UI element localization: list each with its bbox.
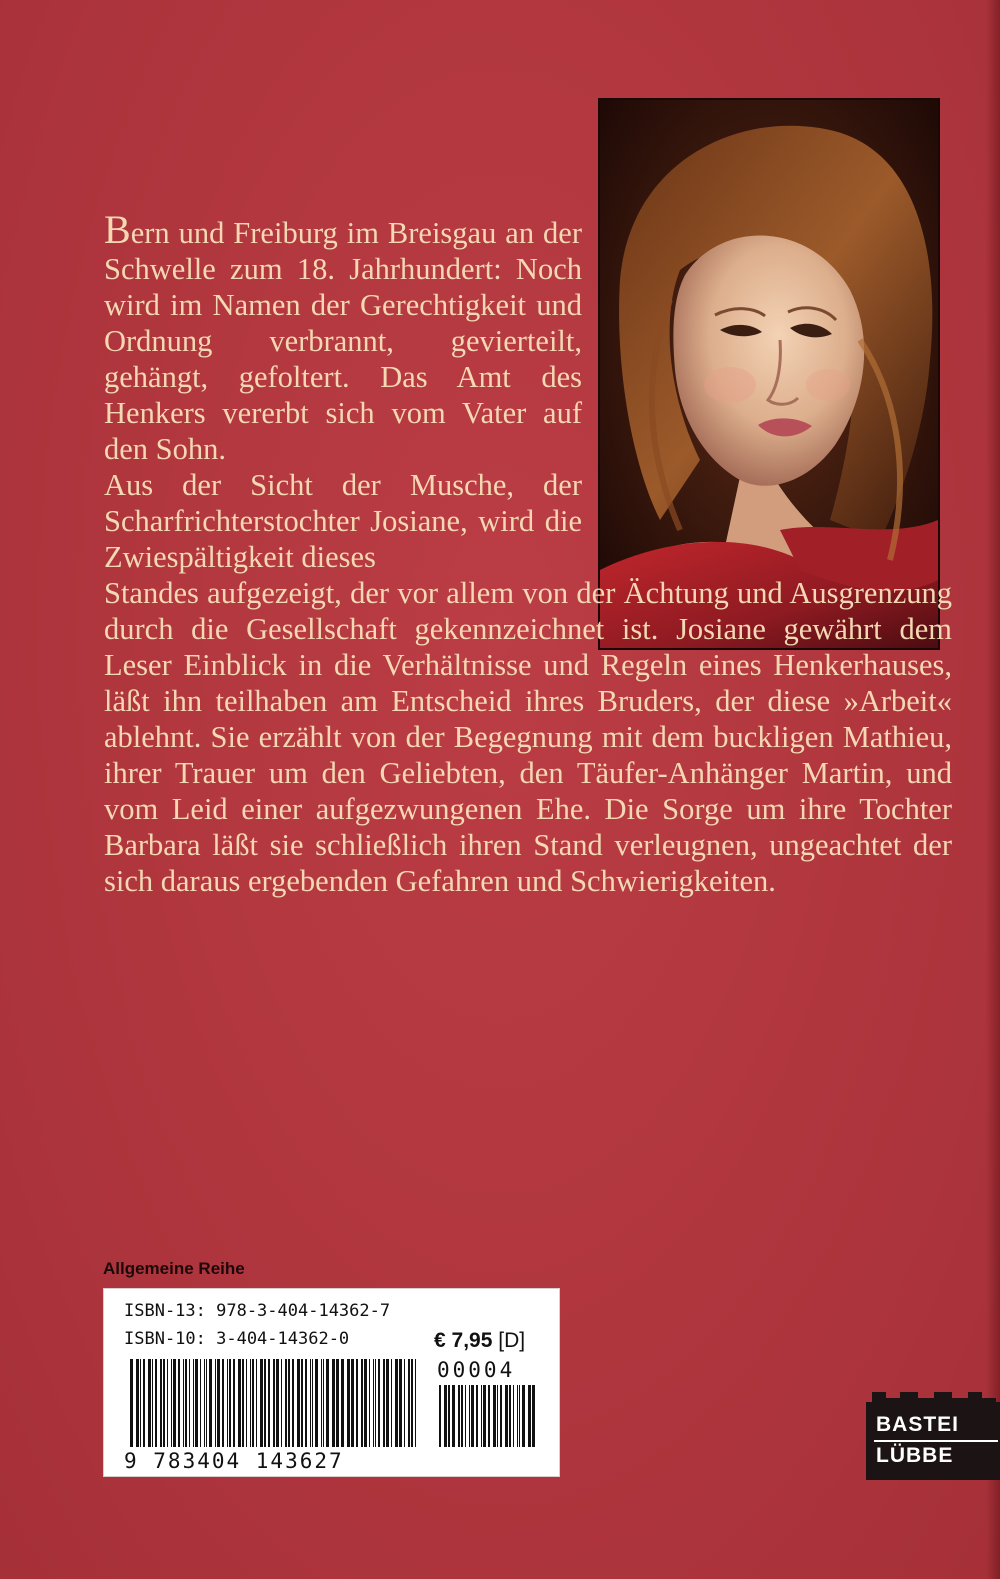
barcode-bar	[200, 1359, 201, 1447]
price-region: [D]	[498, 1329, 526, 1352]
barcode-bar	[408, 1359, 410, 1447]
barcode-bar	[193, 1359, 194, 1447]
barcode-bar	[130, 1359, 133, 1447]
barcode-bar	[469, 1385, 470, 1447]
barcode-bar	[395, 1359, 398, 1447]
barcode-bar	[276, 1359, 279, 1447]
blurb-text	[104, 207, 952, 899]
barcode-bar	[281, 1359, 282, 1447]
barcode-bar	[458, 1385, 460, 1447]
barcode-bar	[439, 1385, 441, 1447]
barcode-bar	[260, 1359, 263, 1447]
barcode-bar	[522, 1385, 525, 1447]
series-label: Allgemeine Reihe	[103, 1259, 245, 1278]
barcode-bar	[305, 1359, 307, 1447]
barcode-bar	[383, 1359, 385, 1447]
barcode-bar	[465, 1385, 466, 1447]
barcode-bar	[310, 1359, 311, 1447]
barcode-bar	[288, 1359, 290, 1447]
barcode-bar	[373, 1359, 374, 1447]
barcode-bar	[167, 1359, 168, 1447]
barcode-bar	[321, 1359, 322, 1447]
barcode-bar	[209, 1359, 212, 1447]
barcode-bar	[532, 1385, 535, 1447]
barcode-bar	[375, 1359, 376, 1447]
barcode-bar	[461, 1385, 463, 1447]
publisher-logo	[866, 1402, 1000, 1480]
blurb-paragraph-1-text: ern und Freiburg im Breisgau an der Schwelle zum 18. Jahrhundert: Noch wird im Namen der Gerechtigkeit und Ordnung verbrannt, gevierteilt, gehängt, gefoltert. Das Amt des Henkers vererbt sich vom Vater auf den Sohn.	[104, 216, 582, 466]
barcode-bar	[500, 1385, 502, 1447]
blurb-paragraph-2-full: Standes aufgezeigt, der vor allem von der Ächtung und Ausgrenzung durch die Gesellschaft gekennzeichnet ist. Josiane gewährt dem Leser Einblick in die Verhältnisse und Regeln eines Henkerhauses, läßt ihn teilhaben am Entscheid ihres Bruders, der diese »Arbeit« ablehnt. Sie erzählt von der Begegnung mit dem buckligen Mathieu, ihrer Trauer um den Geliebten, den Täufer-Anhänger Martin, und vom Leid einer aufgezwungenen Ehe. Die Sorge um ihre Tochter Barbara läßt sie schließlich ihren Stand verleugnen, ungeachtet der sich daraus ergebenden Gefahren und Schwierigkeiten.	[104, 576, 952, 898]
barcode-bar	[404, 1359, 405, 1447]
barcode-bar	[222, 1359, 224, 1447]
barcode-bar	[143, 1359, 145, 1447]
barcode-bar	[189, 1359, 190, 1447]
barcode-bar	[312, 1359, 313, 1447]
barcode-bar	[136, 1359, 139, 1447]
barcode-bar	[238, 1359, 241, 1447]
price	[434, 1329, 525, 1353]
barcode-bar	[528, 1385, 531, 1447]
barcode-bar	[323, 1359, 324, 1447]
barcode-bar	[140, 1359, 141, 1447]
barcode-bar	[204, 1359, 205, 1447]
barcode-bar	[171, 1359, 172, 1447]
barcode-bar	[493, 1385, 496, 1447]
publisher-name-line2: LÜBBE	[876, 1444, 954, 1467]
barcode-bar	[297, 1359, 300, 1447]
barcode-bar	[351, 1359, 354, 1447]
barcode-bar	[378, 1359, 380, 1447]
drop-cap: B	[104, 207, 131, 252]
barcode-bar	[292, 1359, 294, 1447]
barcode-bar	[256, 1359, 257, 1447]
barcode-bar	[301, 1359, 303, 1447]
addon-digits: 00004	[437, 1358, 516, 1382]
barcode-bar	[399, 1359, 402, 1447]
barcode-sticker	[103, 1288, 560, 1477]
barcode-bar	[369, 1359, 370, 1447]
blurb-paragraph-1	[104, 207, 582, 467]
barcode-bar	[155, 1359, 157, 1447]
barcode-bar	[471, 1385, 474, 1447]
publisher-divider	[874, 1440, 998, 1442]
addon-barcode	[439, 1385, 539, 1447]
barcode-bar	[505, 1385, 508, 1447]
barcode-bar	[152, 1359, 153, 1447]
barcode-bar	[195, 1359, 198, 1447]
barcode-bar	[227, 1359, 228, 1447]
barcode-bar	[250, 1359, 251, 1447]
barcode-bar	[178, 1359, 180, 1447]
barcode-bar	[183, 1359, 184, 1447]
barcode-bar	[233, 1359, 235, 1447]
barcode-bar	[444, 1385, 447, 1447]
publisher-name-line1: BASTEI	[876, 1413, 960, 1436]
barcode-bar	[517, 1385, 518, 1447]
barcode-bar	[148, 1359, 151, 1447]
barcode-bar	[509, 1385, 511, 1447]
barcode-bar	[185, 1359, 187, 1447]
barcode-bar	[332, 1359, 335, 1447]
barcode-bar	[481, 1385, 482, 1447]
barcode-bar	[336, 1359, 339, 1447]
barcode-bar	[364, 1359, 367, 1447]
ean-barcode	[130, 1359, 420, 1447]
barcode-bar	[411, 1359, 413, 1447]
barcode-bar	[160, 1359, 162, 1447]
barcode-bar	[356, 1359, 358, 1447]
barcode-bar	[315, 1359, 318, 1447]
barcode-bar	[242, 1359, 244, 1447]
barcode-bar	[268, 1359, 270, 1447]
ean-digits: 9 783404 143627	[124, 1449, 344, 1473]
barcode-bar	[326, 1359, 329, 1447]
isbn-10: ISBN-10: 3-404-14362-0	[124, 1329, 350, 1349]
barcode-bar	[252, 1359, 254, 1447]
barcode-bar	[264, 1359, 266, 1447]
barcode-bar	[229, 1359, 231, 1447]
barcode-bar	[215, 1359, 216, 1447]
barcode-bar	[246, 1359, 247, 1447]
barcode-bar	[391, 1359, 392, 1447]
barcode-bar	[347, 1359, 350, 1447]
barcode-bar	[452, 1385, 455, 1447]
barcode-bar	[163, 1359, 165, 1447]
spine-shadow	[986, 0, 1000, 1579]
barcode-bar	[361, 1359, 363, 1447]
price-value: € 7,95	[434, 1329, 493, 1352]
barcode-bar	[386, 1359, 389, 1447]
barcode-bar	[448, 1385, 450, 1447]
barcode-bar	[273, 1359, 275, 1447]
barcode-bar	[285, 1359, 287, 1447]
isbn-13: ISBN-13: 978-3-404-14362-7	[124, 1301, 391, 1321]
barcode-bar	[519, 1385, 520, 1447]
castle-battlement-icon	[872, 1392, 996, 1406]
barcode-bar	[483, 1385, 486, 1447]
barcode-bar	[513, 1385, 514, 1447]
barcode-bar	[206, 1359, 207, 1447]
barcode-bar	[476, 1385, 478, 1447]
barcode-bar	[488, 1385, 490, 1447]
barcode-bar	[497, 1385, 498, 1447]
blurb-paragraph-2-wrapped: Aus der Sicht der Musche, der Scharfrichterstochter Josiane, wird die Zwiespältigkeit dieses	[104, 468, 582, 574]
barcode-bar	[217, 1359, 220, 1447]
barcode-bar	[415, 1359, 416, 1447]
barcode-bar	[341, 1359, 344, 1447]
barcode-bar	[173, 1359, 176, 1447]
